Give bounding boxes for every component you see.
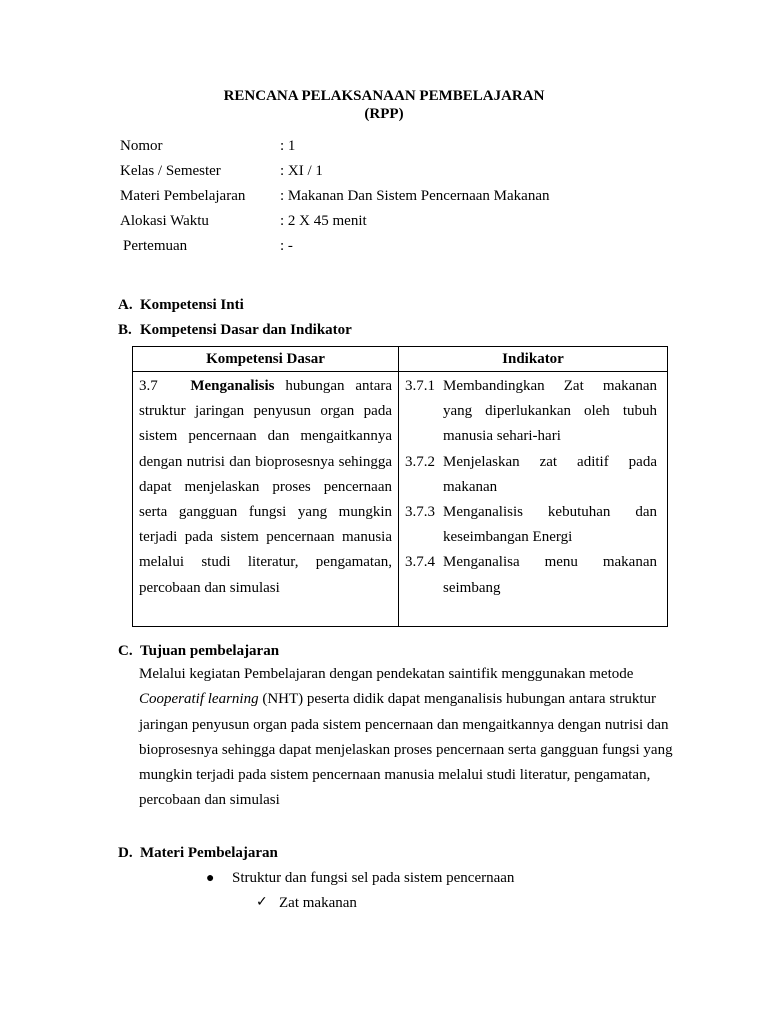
kompetensi-text [133, 372, 398, 601]
indikator-item [399, 550, 667, 600]
section-d-heading [118, 845, 278, 862]
meta-label-alokasi: Alokasi Waktu [120, 213, 209, 229]
section-a-letter: A. [118, 297, 133, 313]
indikator-line: seimbang [443, 579, 501, 596]
document-subtitle: (RPP) [364, 106, 404, 122]
indikator-line: Membandingkan Zat makanan [443, 378, 657, 394]
indikator-number: 3.7.4 [405, 554, 435, 571]
table-header-row [133, 347, 668, 372]
tujuan-paragraph [139, 662, 679, 814]
meta-label-kelas: Kelas / Semester [120, 163, 221, 179]
indikator-line: keseimbangan Energi [443, 529, 573, 546]
section-b-letter: B. [118, 322, 132, 338]
tujuan-method-italic: Cooperatif learning [139, 691, 259, 708]
section-a-title: Kompetensi Inti [140, 297, 244, 313]
tujuan-text-2: (NHT) peserta didik dapat menganalisis hubungan antara struktur jaringan penyusun organ pada sistem pencernaan dan mengaitkannya dengan nutrisi dan bioprosesnya sehingga dapat menjelaskan proses pencernaan serta gangguan fungsi yang mungkin terjadi pada sistem pencernaan manusia melalui studi literatur, pengamatan, percobaan dan simulasi [139, 691, 673, 809]
indikator-line: yang diperlukankan oleh tubuh [443, 403, 657, 420]
section-b-title: Kompetensi Dasar dan Indikator [140, 322, 352, 338]
indikator-line: Menganalisa menu makanan [443, 554, 657, 571]
bullet-dot-icon: ● [206, 871, 215, 886]
meta-label-materi: Materi Pembelajaran [120, 188, 246, 204]
indikator-line: manusia sehari-hari [443, 428, 561, 445]
kompetensi-indikator-table [132, 346, 668, 627]
meta-value-kelas: : XI / 1 [280, 163, 323, 179]
indikator-line: Menganalisis kebutuhan dan [443, 504, 657, 521]
materi-check-item: Zat makanan [279, 895, 357, 911]
meta-value-nomor: : 1 [280, 138, 296, 154]
section-c-title: Tujuan pembelajaran [140, 643, 280, 659]
indikator-line: makanan [443, 478, 498, 495]
meta-value-alokasi: : 2 X 45 menit [280, 213, 367, 229]
meta-value-materi: : Makanan Dan Sistem Pencernaan Makanan [280, 188, 550, 204]
meta-value-pertemuan: : - [280, 238, 293, 254]
kd-description: hubungan antara struktur jaringan penyusun organ pada sistem pencernaan dan mengaitkannya dengan nutrisi dan bioprosesnya sehingga dapat menjelaskan proses pencernaan serta gangguan fungsi yang mungkin terjadi pada sistem pencernaan manusia melalui studi literatur, pengamatan, percobaan dan simulasi [139, 378, 393, 596]
indikator-item [399, 374, 667, 450]
section-b-heading [118, 322, 352, 339]
table-header-indikator: Indikator [399, 347, 668, 372]
indikator-cell [399, 372, 668, 627]
document-title: RENCANA PELAKSANAAN PEMBELAJARAN [223, 88, 545, 104]
indikator-line: Menjelaskan zat aditif pada [443, 453, 657, 470]
section-a-heading [118, 297, 244, 314]
checkmark-icon: ✓ [256, 894, 268, 910]
indikator-number: 3.7.2 [405, 453, 435, 470]
indikator-number: 3.7.3 [405, 504, 435, 521]
section-c-heading [118, 643, 279, 660]
section-c-letter: C. [118, 643, 133, 659]
section-d-letter: D. [118, 845, 133, 861]
tujuan-text-1: Melalui kegiatan Pembelajaran dengan pendekatan saintifik menggunakan metode [139, 666, 634, 682]
materi-bullet-item: Struktur dan fungsi sel pada sistem pencernaan [232, 870, 515, 886]
table-header-kompetensi: Kompetensi Dasar [133, 347, 399, 372]
kompetensi-cell [133, 372, 399, 627]
kd-number: 3.7 [139, 378, 158, 394]
meta-label-pertemuan: Pertemuan [123, 238, 188, 254]
kd-keyword: Menganalisis [190, 378, 275, 394]
section-d-title: Materi Pembelajaran [140, 845, 278, 861]
meta-label-nomor: Nomor [120, 138, 163, 154]
indikator-item [399, 450, 667, 500]
indikator-item [399, 500, 667, 550]
indikator-number: 3.7.1 [405, 378, 435, 394]
table-row [133, 372, 668, 627]
